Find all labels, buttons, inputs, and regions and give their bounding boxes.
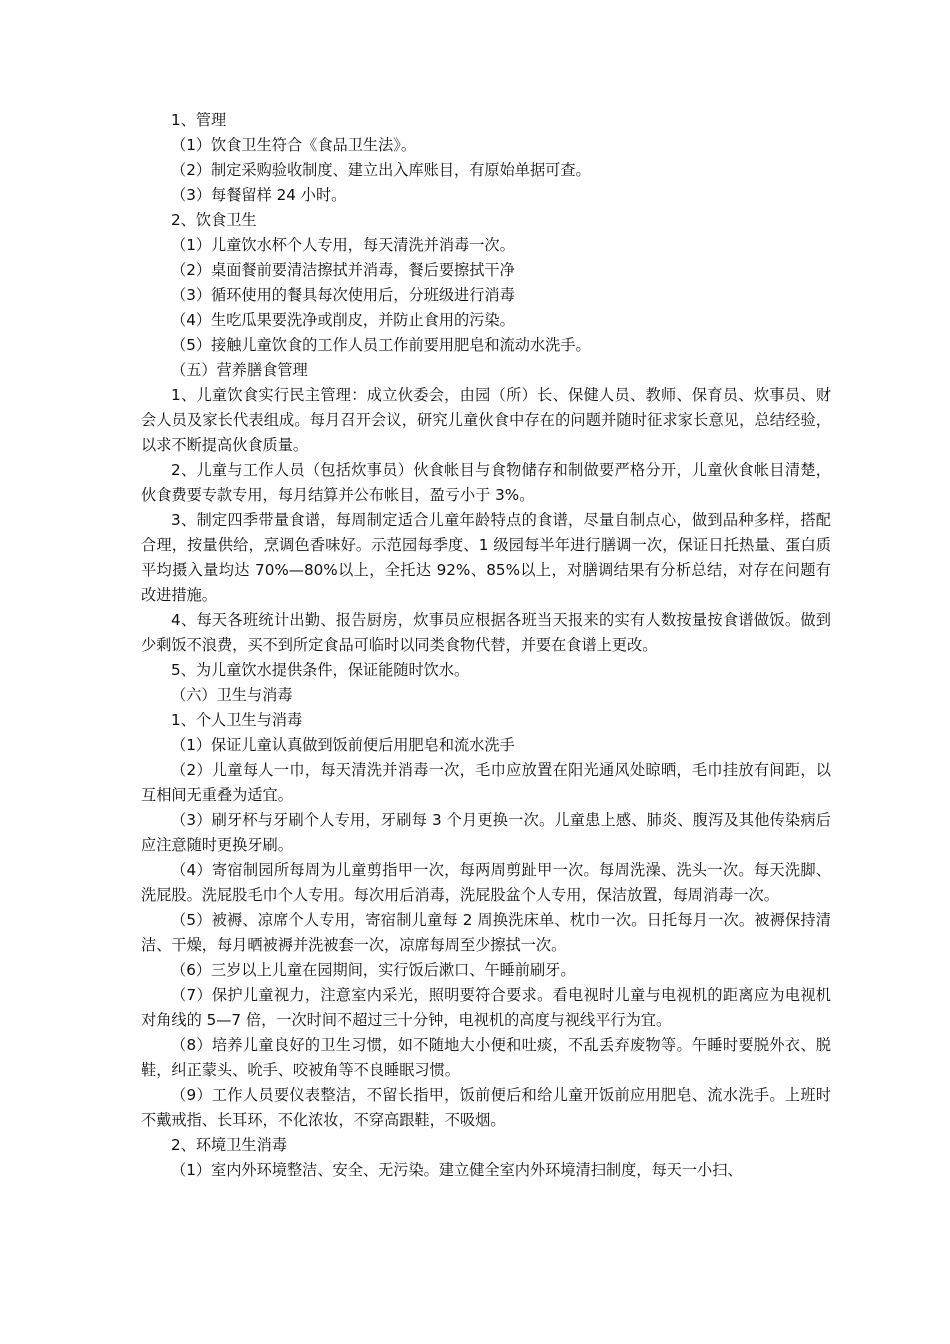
paragraph: （3）循环使用的餐具每次使用后，分班级进行消毒 bbox=[171, 286, 515, 304]
paragraph: 5、为儿童饮水提供条件，保证能随时饮水。 bbox=[171, 661, 470, 679]
document-body bbox=[141, 108, 831, 1183]
paragraph: （2）制定采购验收制度、建立出入库账目，有原始单据可查。 bbox=[171, 161, 591, 179]
paragraph: （7）保护儿童视力，注意室内采光，照明要符合要求。看电视时儿童与电视机的距离应为电视机对角线的 5—7 倍，一次时间不超过三十分钟，电视机的高度与视线平行为宜。 bbox=[141, 986, 831, 1029]
section-heading: 1、管理 bbox=[171, 111, 227, 129]
paragraph: （4）寄宿制园所每周为儿童剪指甲一次，每两周剪趾甲一次。每周洗澡、洗头一次。每天洗脚、洗屁股。洗屁股毛巾个人专用。每次用后消毒，洗屁股盆个人专用，保洁放置，每周消毒一次。 bbox=[141, 861, 831, 904]
paragraph: 4、每天各班统计出勤、报告厨房，炊事员应根据各班当天报来的实有人数按量按食谱做饭。做到少剩饭不浪费，买不到所定食品可临时以同类食物代替，并要在食谱上更改。 bbox=[141, 611, 831, 654]
section-heading: 2、环境卫生消毒 bbox=[171, 1136, 287, 1154]
section-heading: （五）营养膳食管理 bbox=[171, 361, 308, 379]
paragraph: 2、儿童与工作人员（包括炊事员）伙食帐目与食物储存和制做要严格分开，儿童伙食帐目清楚，伙食费要专款专用，每月结算并公布帐目，盈亏小于 3%。 bbox=[141, 461, 831, 504]
paragraph: （6）三岁以上儿童在园期间，实行饭后漱口、午睡前刷牙。 bbox=[171, 961, 576, 979]
paragraph: （3）刷牙杯与牙刷个人专用，牙刷每 3 个月更换一次。儿童患上感、肺炎、腹泻及其他传染病后应注意随时更换牙刷。 bbox=[141, 811, 831, 854]
paragraph: （1）保证儿童认真做到饭前便后用肥皂和流水洗手 bbox=[171, 736, 515, 754]
paragraph: （3）每餐留样 24 小时。 bbox=[171, 186, 347, 204]
paragraph: （2）桌面餐前要清洁擦拭并消毒，餐后要擦拭干净 bbox=[171, 261, 515, 279]
paragraph: （2）儿童每人一巾，每天清洗并消毒一次，毛巾应放置在阳光通风处晾晒，毛巾挂放有间距，以互相间无重叠为适宜。 bbox=[141, 761, 831, 804]
paragraph: 1、儿童饮食实行民主管理：成立伙委会，由园（所）长、保健人员、教师、保育员、炊事员、财会人员及家长代表组成。每月召开会议，研究儿童伙食中存在的问题并随时征求家长意见，总结经验，以求不断提高伙食质量。 bbox=[141, 386, 831, 454]
section-heading: 2、饮食卫生 bbox=[171, 211, 257, 229]
paragraph: （1）饮食卫生符合《食品卫生法》。 bbox=[171, 136, 417, 154]
paragraph: （5）被褥、凉席个人专用，寄宿制儿童每 2 周换洗床单、枕巾一次。日托每月一次。被褥保持清洁、干燥，每月晒被褥并洗被套一次，凉席每周至少擦拭一次。 bbox=[141, 911, 831, 954]
paragraph: （8）培养儿童良好的卫生习惯，如不随地大小便和吐痰，不乱丢弃废物等。午睡时要脱外衣、脱鞋，纠正蒙头、吮手、咬被角等不良睡眠习惯。 bbox=[141, 1036, 831, 1079]
paragraph: （1）室内外环境整洁、安全、无污染。建立健全室内外环境清扫制度，每天一小扫、 bbox=[171, 1161, 743, 1179]
paragraph: （1）儿童饮水杯个人专用，每天清洗并消毒一次。 bbox=[171, 236, 515, 254]
paragraph: （5）接触儿童饮食的工作人员工作前要用肥皂和流动水洗手。 bbox=[171, 336, 591, 354]
paragraph: （4）生吃瓜果要洗净或削皮，并防止食用的污染。 bbox=[171, 311, 515, 329]
paragraph: 3、制定四季带量食谱，每周制定适合儿童年龄特点的食谱，尽量自制点心，做到品种多样，搭配合理，按量供给，烹调色香味好。示范园每季度、1 级园每半年进行膳调一次，保证日托热量、蛋白质平均摄入量均达 70%—80%以上，全托达 92%、85%以上，对膳调结果有分析总结，对存在问题有改进措施。 bbox=[141, 511, 831, 604]
section-heading: 1、个人卫生与消毒 bbox=[171, 711, 303, 729]
paragraph: （9）工作人员要仪表整洁，不留长指甲，饭前便后和给儿童开饭前应用肥皂、流水洗手。上班时不戴戒指、长耳环，不化浓妆，不穿高跟鞋，不吸烟。 bbox=[141, 1086, 831, 1129]
section-heading: （六）卫生与消毒 bbox=[171, 686, 293, 704]
